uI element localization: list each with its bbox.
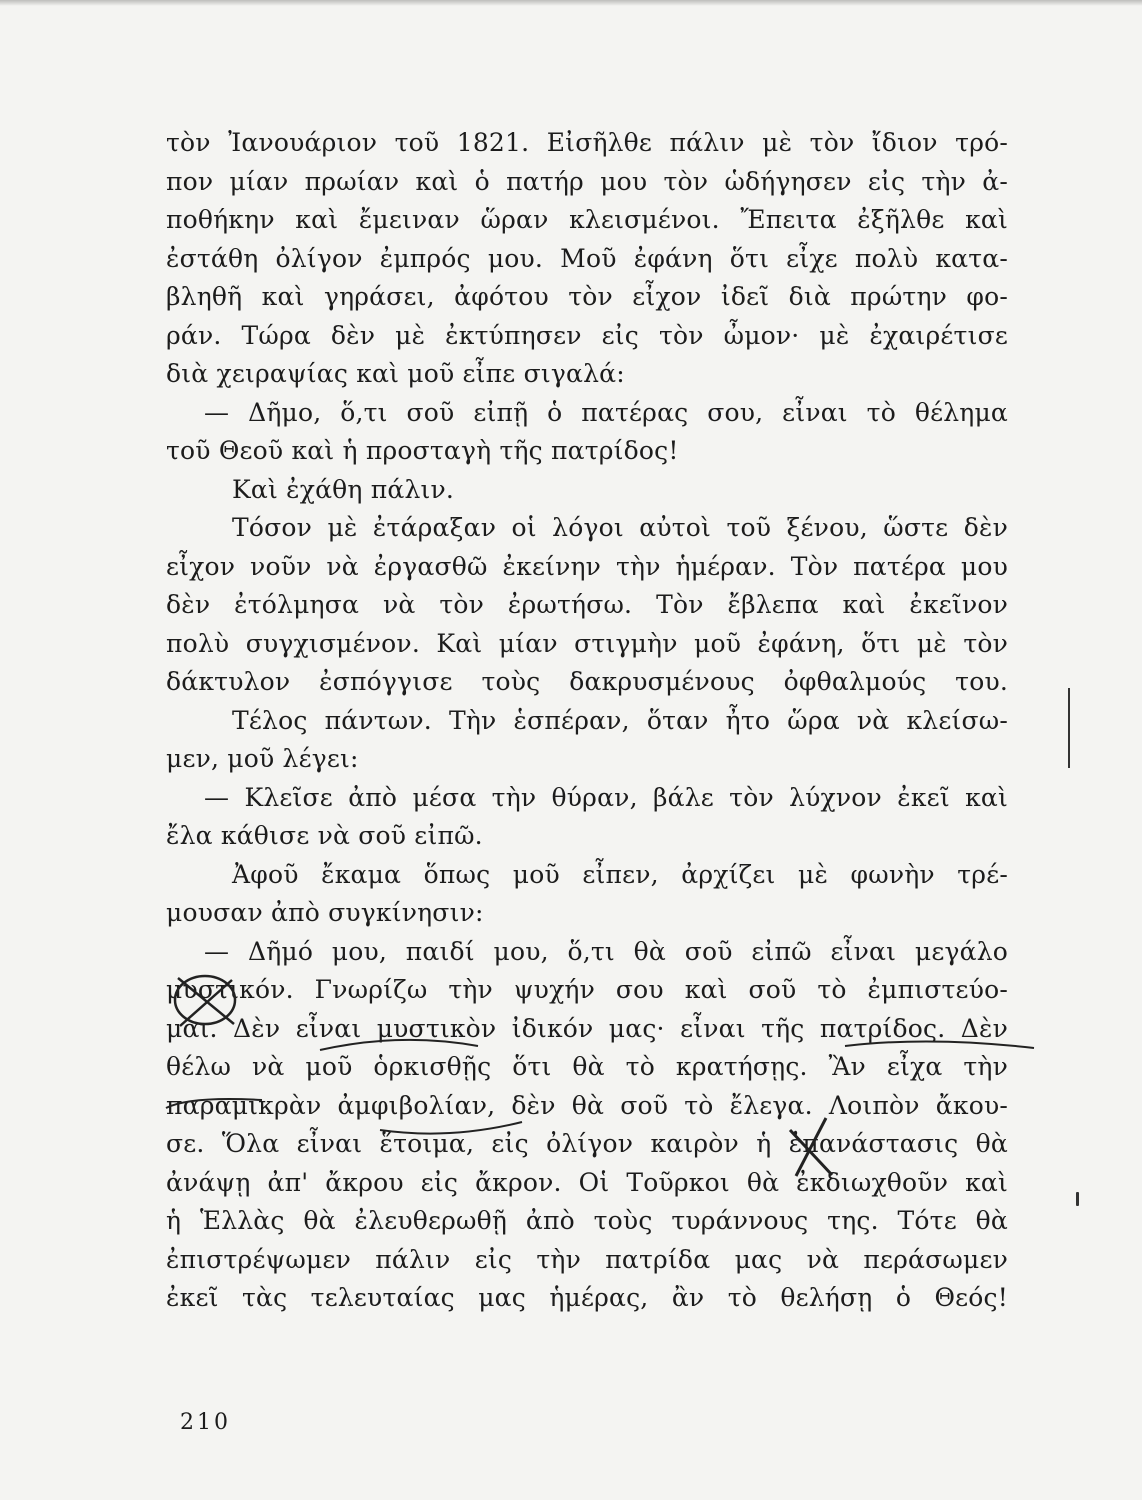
text-line: δάκτυλον ἐσπόγγισε τοὺς δακρυσμένους ὀφθαλμούς του. bbox=[166, 667, 1008, 696]
paragraph-start-line: Καὶ ἐχάθη πάλιν. bbox=[232, 474, 455, 504]
text-line: ἡ Ἑλλὰς θὰ ἐλευθερωθῇ ἀπὸ τοὺς τυράννους της. Τότε θὰ bbox=[166, 1206, 1008, 1235]
text-line: τὸν Ἰανουάριον τοῦ 1821. Εἰσῆλθε πάλιν μὲ τὸν ἴδιον τρό- bbox=[166, 128, 1008, 157]
text-line: μαι. Δὲν εἶναι μυστικὸν ἰδικόν μας· εἶναι τῆς πατρίδος. Δὲν bbox=[166, 1013, 1008, 1043]
text-line: μεν, μοῦ λέγει: bbox=[166, 744, 359, 773]
dialogue-line: — Κλεῖσε ἀπὸ μέσα τὴν θύραν, βάλε τὸν λύχνον ἐκεῖ καὶ bbox=[204, 782, 1008, 812]
text-line: ἐστάθη ὀλίγον ἐμπρός μου. Μοῦ ἐφάνη ὅτι εἶχε πολὺ κατα- bbox=[166, 243, 1008, 273]
text-line: δὲν ἐτόλμησα νὰ τὸν ἐρωτήσω. Τὸν ἔβλεπα καὶ ἐκεῖνον bbox=[166, 590, 1008, 619]
text-line: μυστικόν. Γνωρίζω τὴν ψυχήν σου καὶ σοῦ τὸ ἐμπιστεύο- bbox=[166, 975, 1008, 1004]
dialogue-line: — Δῆμο, ὅ,τι σοῦ εἰπῇ ὁ πατέρας σου, εἶναι τὸ θέλημα bbox=[204, 397, 1008, 427]
text-line: μουσαν ἀπὸ συγκίνησιν: bbox=[166, 898, 484, 927]
text-line: ἀνάψῃ ἀπ' ἄκρου εἰς ἄκρον. Οἱ Τοῦρκοι θὰ ἐκδιωχθοῦν καὶ bbox=[166, 1167, 1008, 1197]
text-line: ποθήκην καὶ ἔμειναν ὥραν κλεισμένοι. Ἔπειτα ἐξῆλθε καὶ bbox=[166, 205, 1008, 234]
text-line: βληθῆ καὶ γηράσει, ἀφότου τὸν εἶχον ἰδεῖ διὰ πρώτην φο- bbox=[166, 282, 1008, 311]
dialogue-line: — Δῆμό μου, παιδί μου, ὅ,τι θὰ σοῦ εἰπῶ εἶναι μεγάλο bbox=[204, 936, 1008, 966]
margin-bar-mark bbox=[1068, 688, 1070, 768]
text-line: τοῦ Θεοῦ καὶ ἡ προσταγὴ τῆς πατρίδος! bbox=[166, 436, 679, 465]
text-line: πολὺ συγχισμένον. Καὶ μίαν στιγμὴν μοῦ ἐφάνη, ὅτι μὲ τὸν bbox=[166, 628, 1008, 658]
text-line: ράν. Τώρα δὲν μὲ ἐκτύπησεν εἰς τὸν ὦμον· μὲ ἐχαιρέτισε bbox=[166, 320, 1008, 350]
text-line: διὰ χειραψίας καὶ μοῦ εἶπε σιγαλά: bbox=[166, 359, 625, 388]
paragraph-start-line: Τόσον μὲ ἐτάραξαν οἱ λόγοι αὐτοὶ τοῦ ξένου, ὥστε δὲν bbox=[232, 513, 1008, 542]
page-number: 210 bbox=[180, 1410, 231, 1435]
text-line: σε. Ὅλα εἶναι ἕτοιμα, εἰς ὀλίγον καιρὸν ἡ ἐπανάστασις θὰ bbox=[166, 1129, 1008, 1158]
text-line: ἔλα κάθισε νὰ σοῦ εἰπῶ. bbox=[166, 821, 483, 850]
text-line: πον μίαν πρωίαν καὶ ὁ πατήρ μου τὸν ὡδήγησεν εἰς τὴν ἀ- bbox=[166, 166, 1008, 196]
text-line: θέλω νὰ μοῦ ὁρκισθῇς ὅτι θὰ τὸ κρατήσῃς. Ἂν εἶχα τὴν bbox=[166, 1052, 1008, 1081]
paragraph-start-line: Τέλος πάντων. Τὴν ἑσπέραν, ὅταν ἦτο ὥρα νὰ κλείσω- bbox=[232, 705, 1008, 735]
paragraph-start-line: Ἀφοῦ ἔκαμα ὅπως μοῦ εἶπεν, ἀρχίζει μὲ φωνὴν τρέ- bbox=[232, 859, 1008, 889]
text-line: ἐκεῖ τὰς τελευταίας μας ἡμέρας, ἂν τὸ θελήσῃ ὁ Θεός! bbox=[166, 1283, 1008, 1312]
text-line: παραμικρὰν ἀμφιβολίαν, δὲν θὰ σοῦ τὸ ἔλεγα. Λοιπὸν ἄκου- bbox=[166, 1090, 1008, 1120]
body-text bbox=[166, 124, 1008, 1318]
margin-dot-mark bbox=[1076, 1192, 1079, 1206]
scan-edge-shadow bbox=[0, 0, 1142, 6]
text-line: εἶχον νοῦν νὰ ἐργασθῶ ἐκείνην τὴν ἡμέραν. Τὸν πατέρα μου bbox=[166, 551, 1008, 581]
text-line: ἐπιστρέψωμεν πάλιν εἰς τὴν πατρίδα μας νὰ περάσωμεν bbox=[166, 1244, 1008, 1274]
